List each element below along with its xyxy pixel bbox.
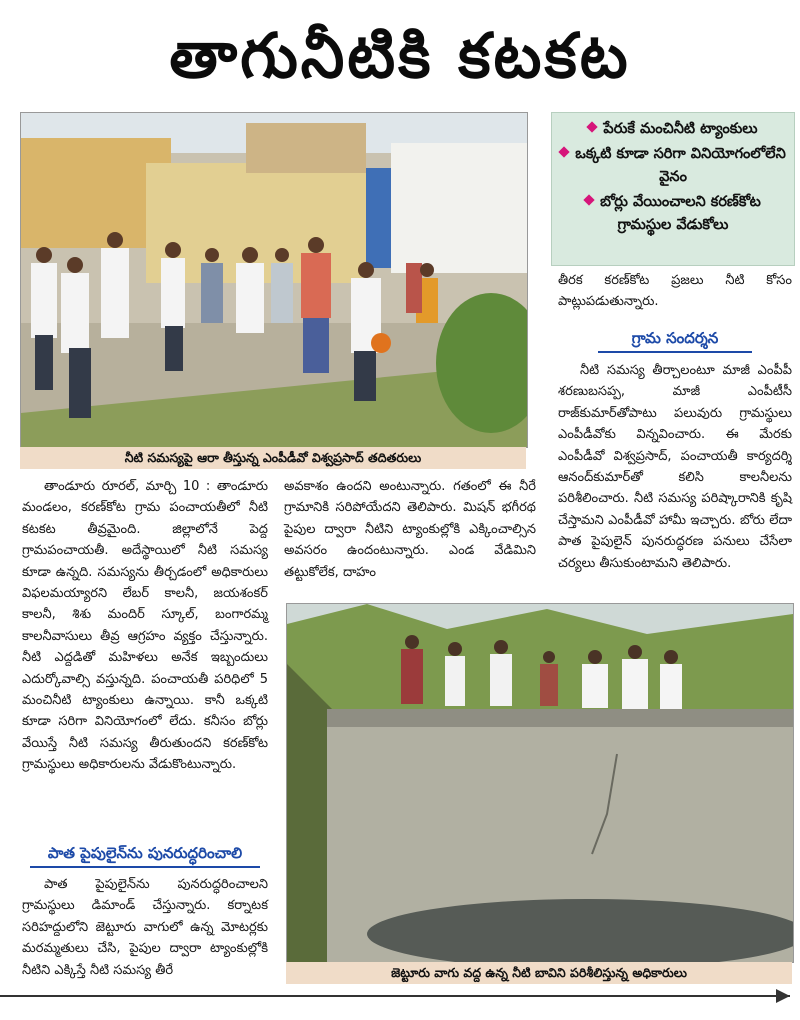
article-col1-intro — [22, 476, 268, 776]
photo-caption-2: జెట్టూరు వాగు వద్ద ఉన్న నీటి బావిని పరిశీలిస్తున్న అధికారులు — [286, 962, 792, 984]
article-col1-bottom — [22, 874, 268, 981]
paragraph: పాత పైపులైన్‌ను పునరుద్ధరించాలని గ్రామస్థులు డిమాండ్ చేస్తున్నారు. కర్నాటక సరిహద్దులోని జెట్టూరు వాగులో ఉన్న మోటర్లకు మరమ్మతులు చేసి, పైపుల ద్వారా ట్యాంకుల్లోకి నీటిని ఎక్కిస్తే నీటి సమస్య తీరే — [22, 877, 268, 978]
arrow-right-icon — [776, 989, 790, 1003]
highlight-item — [552, 117, 794, 142]
paragraph: అవకాశం ఉందని అంటున్నారు. గతంలో ఈ నీరే గ్రామానికి సరిపోయేదని తెలిపారు. మిషన్ భగీరథ పైపుల ద్వారా నీటిని ట్యాంకుల్లోకి ఎక్కించాల్సిన అవసరం ఉందంటున్నారు. ఎండ వేడిమిని తట్టుకోలేక, దాహం — [284, 479, 536, 580]
subhead-old-pipeline: పాత పైపులైన్‌ను పునరుద్ధరించాలి — [47, 844, 243, 862]
highlights-box — [551, 112, 795, 266]
page-baseline-rule — [0, 995, 790, 997]
photo-scene-well — [287, 604, 793, 962]
photo-officials-inspecting — [20, 112, 528, 448]
article-col3-top — [558, 270, 792, 313]
highlight-item — [552, 142, 794, 190]
highlight-item — [552, 190, 794, 238]
diamond-bullet-icon — [583, 194, 594, 205]
highlight-text: ఒక్కటి కూడా సరిగా వినియోగంలోలేని వైనం — [575, 146, 786, 185]
diamond-bullet-icon — [559, 146, 570, 157]
article-col2 — [284, 476, 536, 583]
subhead-underline — [30, 866, 260, 868]
photo-well-inspection — [286, 603, 794, 963]
diamond-bullet-icon — [587, 121, 598, 132]
highlight-text: బోర్లు వేయించాలని కరణ్‌కోట గ్రామస్థుల వేడుకోలు — [600, 194, 761, 233]
photo-caption-1: నీటి సమస్యపై ఆరా తీస్తున్న ఎంపీడీవో విశ్వప్రసాద్ తదితరులు — [20, 447, 526, 469]
paragraph: తాండూరు రూరల్, మార్చి 10 : తాండూరు మండలం, కరణ్‌కోట గ్రామ పంచాయతీలో నీటి కటకట తీవ్రమైంది. జిల్లాలోనే పెద్ద గ్రామపంచాయతీ. అదేస్థాయిలో నీటి సమస్య కూడా ఉన్నది. సమస్యను తీర్చడంలో అధికారులు విఫలమయ్యారని లేబర్ కాలనీ, జయశంకర్ కాలనీ, శిశు మందిర్ స్కూల్, బంగారమ్మ కాలనీవాసులు తీవ్ర ఆగ్రహం వ్యక్తం చేస్తున్నారు. నీటి ఎద్దడితో మహిళలు అనేక ఇబ్బందులు ఎదుర్కోవాల్సి వస్తున్నది. పంచాయతీ పరిధిలో 5 మంచినీటి ట్యాంకులు ఉన్నాయి. కానీ ఒక్కటి కూడా సరిగా వినియోగంలో లేదు. కనీసం బోర్లు వేయిస్తే నీటి సమస్య తీరుతుందని కరణ్‌కోట గ్రామస్థులు అధికారులను వేడుకొంటున్నారు. — [22, 479, 268, 773]
headline: తాగునీటికి కటకట — [169, 19, 631, 92]
photo-scene-village — [21, 113, 527, 447]
highlight-text: పేరుకే మంచినీటి ట్యాంకులు — [603, 121, 758, 137]
subhead-village-visit: గ్రామ సందర్శన — [631, 329, 719, 347]
paragraph: తీరక కరణ్‌కోట ప్రజలు నీటి కోసం పాట్లుపడుతున్నారు. — [558, 273, 792, 310]
article-col3-body — [558, 360, 792, 574]
subhead-underline — [598, 351, 752, 353]
paragraph: నీటి సమస్య తీర్చాలంటూ మాజీ ఎంపీపీ శరణుబసప్ప, మాజీ ఎంపీటీసీ రాజ్‌కుమార్‌తోపాటు పలువురు గ్రామస్థులు ఎంపీడీవోకు విన్నవించారు. ఈ మేరకు ఎంపీడీవో విశ్వప్రసాద్, పంచాయతీ కార్యదర్శి ఆనంద్‌కుమార్‌తో కలిసి కాలనీలను పరిశీలించారు. నీటి సమస్య పరిష్కారానికి కృషి చేస్తామని ఎంపీడీవో హామీ ఇచ్చారు. బోరు లేదా పాత పైపులైన్ పునరుద్ధరణ పనులు చేసేలా చర్యలు తీసుకుంటామని తెలిపారు. — [558, 363, 792, 571]
